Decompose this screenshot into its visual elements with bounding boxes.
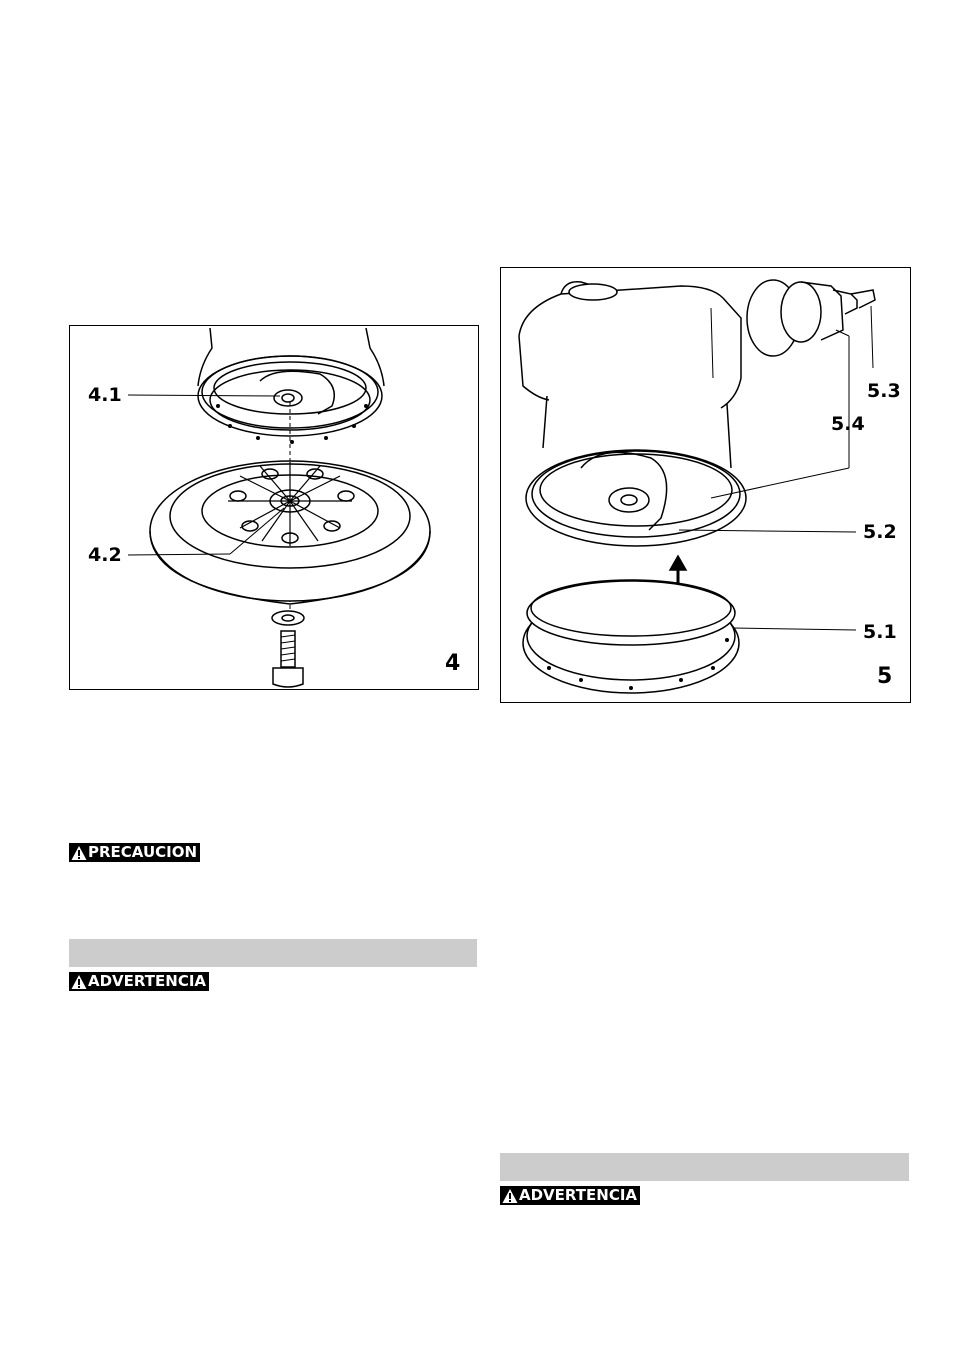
figure-5-illustration [501, 268, 912, 704]
precaucion-label: PRECAUCION [88, 843, 198, 861]
warning-triangle-icon [71, 974, 87, 990]
advertencia-label: ADVERTENCIA [88, 972, 207, 990]
callout-5-4: 5.4 [831, 413, 865, 435]
callout-5-1: 5.1 [863, 621, 897, 643]
figure-4 [69, 325, 479, 690]
figure-4-illustration [70, 326, 480, 691]
section-bar-right [500, 1153, 909, 1181]
advertencia-label: ADVERTENCIA [519, 1186, 638, 1204]
figure-number: 5 [877, 664, 893, 689]
warning-triangle-icon [502, 1188, 518, 1204]
precaucion-badge [69, 843, 200, 862]
callout-5-2: 5.2 [863, 521, 897, 543]
callout-4-2: 4.2 [88, 544, 122, 566]
figure-5 [500, 267, 911, 703]
advertencia-badge-right [500, 1186, 640, 1205]
figure-number: 4 [445, 651, 461, 676]
callout-4-1: 4.1 [88, 384, 122, 406]
advertencia-badge-left [69, 972, 209, 991]
warning-triangle-icon [71, 845, 87, 861]
section-bar-left [69, 939, 477, 967]
callout-5-3: 5.3 [867, 380, 901, 402]
